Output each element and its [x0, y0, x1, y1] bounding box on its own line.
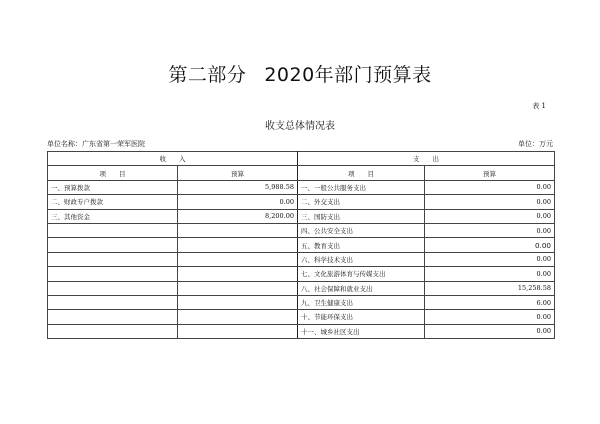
expense-item-cell: 十一、城乡社区支出 — [298, 324, 425, 338]
income-item-cell — [48, 252, 178, 266]
income-value-cell — [178, 281, 298, 295]
expense-item-cell: 二、外交支出 — [298, 195, 425, 209]
expense-item-cell: 十、节能环保支出 — [298, 310, 425, 324]
table-row — [48, 180, 555, 194]
table-row — [48, 295, 555, 309]
table-row — [48, 324, 555, 338]
expense-value-cell: 15,258.58 — [425, 281, 555, 295]
income-budget-header: 预算 — [178, 166, 298, 180]
table-subtitle: 收支总体情况表 — [265, 121, 335, 132]
income-item-header: 项 目 — [48, 166, 178, 180]
expense-item-cell: 四、公共安全支出 — [298, 223, 425, 237]
unit-label: 单位：万元 — [518, 140, 553, 148]
expense-value-cell: 0.00 — [425, 252, 555, 266]
table-row — [48, 223, 555, 237]
report-title: 2020年部门预算表 — [264, 64, 432, 86]
unit-row — [47, 139, 553, 149]
expense-value-cell: 0.00 — [425, 238, 555, 252]
section-label: 第二部分 — [168, 64, 247, 86]
table-row — [48, 209, 555, 223]
expense-item-cell: 六、科学技术支出 — [298, 252, 425, 266]
expense-item-cell: 一、一般公共服务支出 — [298, 180, 425, 194]
budget-table — [47, 151, 555, 339]
income-item-cell — [48, 310, 178, 324]
table-row — [48, 310, 555, 324]
income-value-cell — [178, 310, 298, 324]
expense-item-header: 项 目 — [298, 166, 425, 180]
income-value-cell — [178, 295, 298, 309]
income-item-cell: 二、财政专户拨款 — [48, 195, 178, 209]
income-value-cell: 8,200.00 — [178, 209, 298, 223]
page-title — [0, 60, 600, 87]
expense-item-cell: 七、文化旅游体育与传媒支出 — [298, 267, 425, 281]
income-header: 收 入 — [48, 152, 298, 166]
expense-item-cell: 九、卫生健康支出 — [298, 295, 425, 309]
expense-value-cell: 0.00 — [425, 223, 555, 237]
expense-value-cell: 0.00 — [425, 267, 555, 281]
income-item-cell: 三、其他资金 — [48, 209, 178, 223]
income-item-cell — [48, 324, 178, 338]
table-number: 表 1 — [532, 102, 546, 110]
expense-value-cell: 6.00 — [425, 295, 555, 309]
income-value-cell — [178, 252, 298, 266]
expense-value-cell: 0.00 — [425, 324, 555, 338]
income-value-cell — [178, 267, 298, 281]
income-value-cell: 0.00 — [178, 195, 298, 209]
table-row — [48, 267, 555, 281]
expense-budget-header: 预算 — [425, 166, 555, 180]
income-value-cell — [178, 324, 298, 338]
expense-header: 支 出 — [298, 152, 555, 166]
income-item-cell — [48, 281, 178, 295]
expense-value-cell: 0.00 — [425, 310, 555, 324]
expense-item-cell: 八、社会保障和就业支出 — [298, 281, 425, 295]
income-item-cell — [48, 267, 178, 281]
income-value-cell — [178, 238, 298, 252]
expense-item-cell: 五、教育支出 — [298, 238, 425, 252]
unit-name: 单位名称：广东省第一荣军医院 — [47, 140, 145, 148]
table-row — [48, 252, 555, 266]
table-group-header — [48, 152, 555, 166]
income-value-cell: 5,988.58 — [178, 180, 298, 194]
expense-item-cell: 三、国防支出 — [298, 209, 425, 223]
income-item-cell — [48, 223, 178, 237]
table-row — [48, 238, 555, 252]
income-value-cell — [178, 223, 298, 237]
income-item-cell — [48, 238, 178, 252]
expense-value-cell: 0.00 — [425, 195, 555, 209]
income-item-cell: 一、预算拨款 — [48, 180, 178, 194]
income-item-cell — [48, 295, 178, 309]
table-row — [48, 281, 555, 295]
expense-value-cell: 0.00 — [425, 209, 555, 223]
expense-value-cell: 0.00 — [425, 180, 555, 194]
table-row — [48, 195, 555, 209]
table-column-header — [48, 166, 555, 180]
